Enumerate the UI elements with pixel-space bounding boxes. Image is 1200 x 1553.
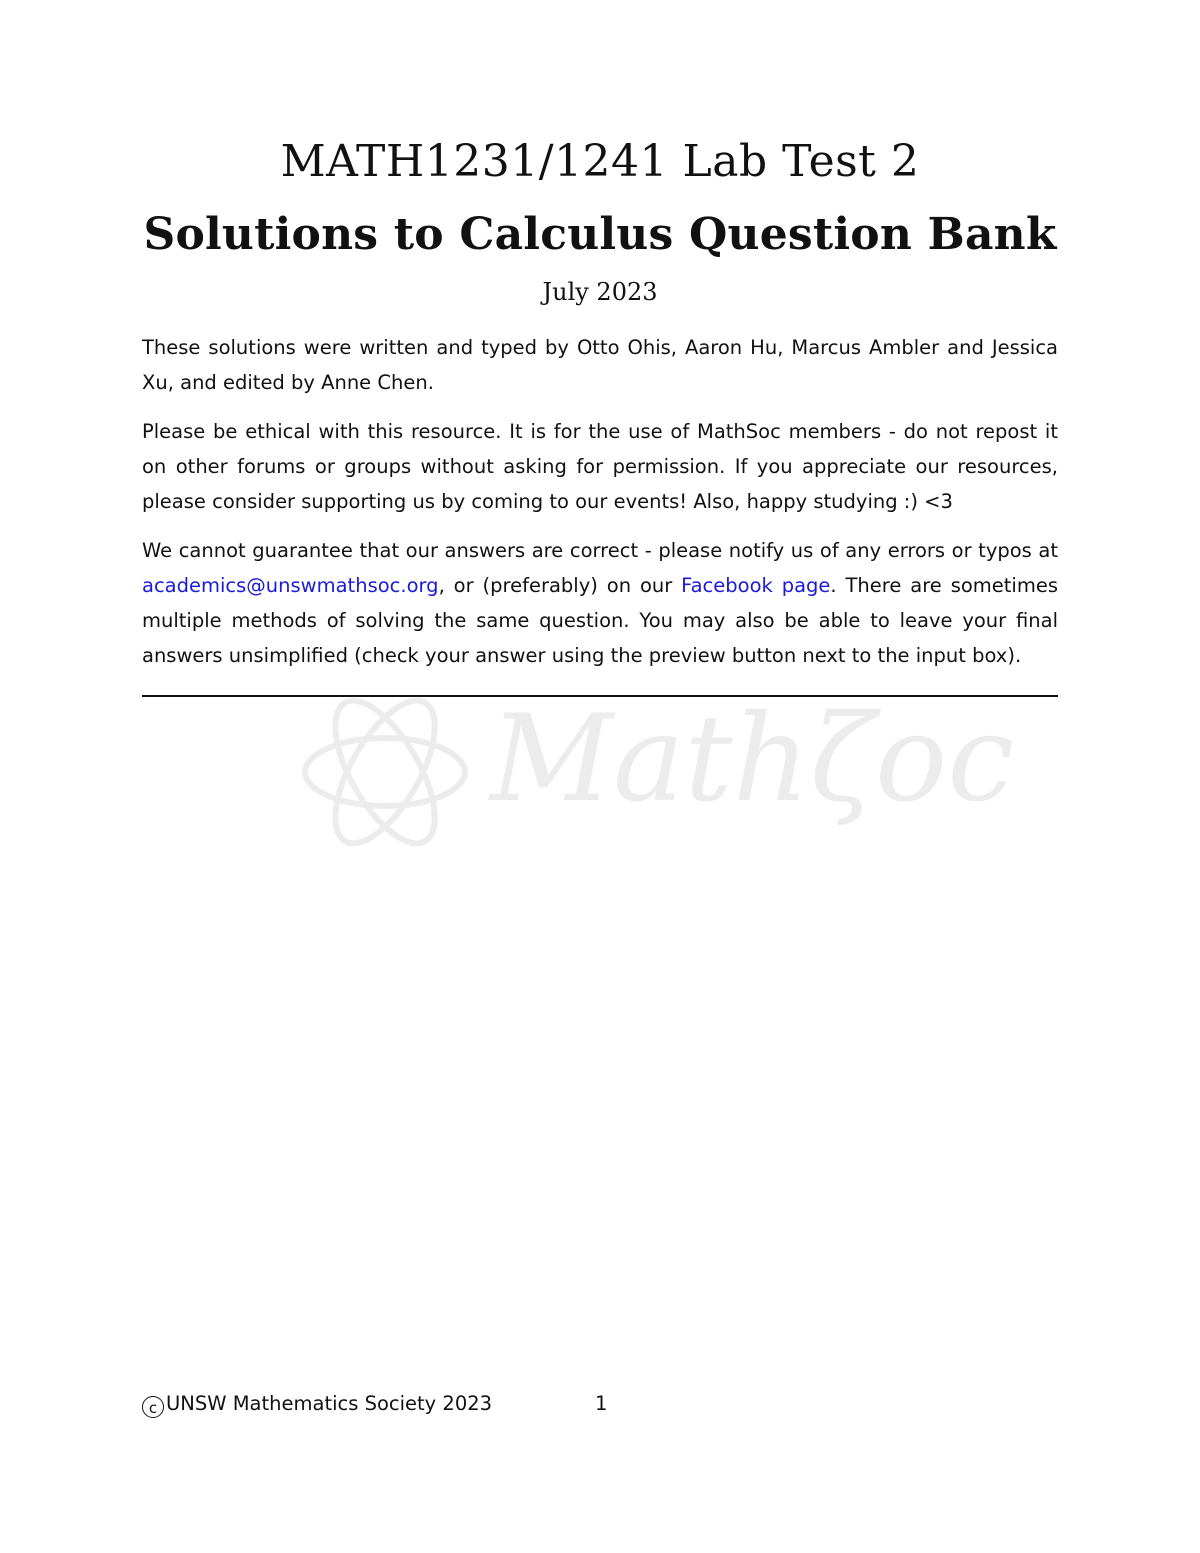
authors-paragraph: These solutions were written and typed by Otto Ohis, Aaron Hu, Marcus Ambler and Jessica Xu, and edited by Anne Chen. xyxy=(142,336,1058,394)
copyright-text: UNSW Mathematics Society 2023 xyxy=(166,1392,493,1415)
horizontal-divider xyxy=(142,695,1058,697)
email-link[interactable]: academics@unswmathsoc.org xyxy=(142,574,439,597)
disclaimer-text-part2: , or (preferably) on our xyxy=(438,574,682,597)
mathsoc-watermark xyxy=(285,672,1015,872)
disclaimer-text-part3: . There are sometimes multiple methods of solving the same question. You may also be able to leave your final answers unsimplified (check your answer using the preview button next to the input box). xyxy=(142,574,1059,667)
disclaimer-paragraph xyxy=(142,533,1058,673)
copyright-icon: c xyxy=(142,1396,164,1418)
disclaimer-text-part1: We cannot guarantee that our answers are correct - please notify us of any errors or typos at xyxy=(142,539,1058,562)
mathsoc-logo-icon xyxy=(285,672,485,872)
document-subtitle: Solutions to Calculus Question Bank xyxy=(143,209,1057,260)
document-date: July 2023 xyxy=(542,278,658,306)
footer-copyright xyxy=(142,1390,612,1418)
ethics-paragraph: Please be ethical with this resource. It is for the use of MathSoc members - do not repost it on other forums or groups without asking for permission. If you appreciate our resources, please consider supporting us by coming to our events! Also, happy studying :) <3 xyxy=(142,420,1058,513)
document-title: MATH1231/1241 Lab Test 2 xyxy=(280,136,920,187)
watermark-text: Mathζoc xyxy=(490,690,1015,829)
page-number: 1 xyxy=(595,1392,608,1415)
facebook-page-link[interactable]: Facebook page xyxy=(681,574,831,597)
